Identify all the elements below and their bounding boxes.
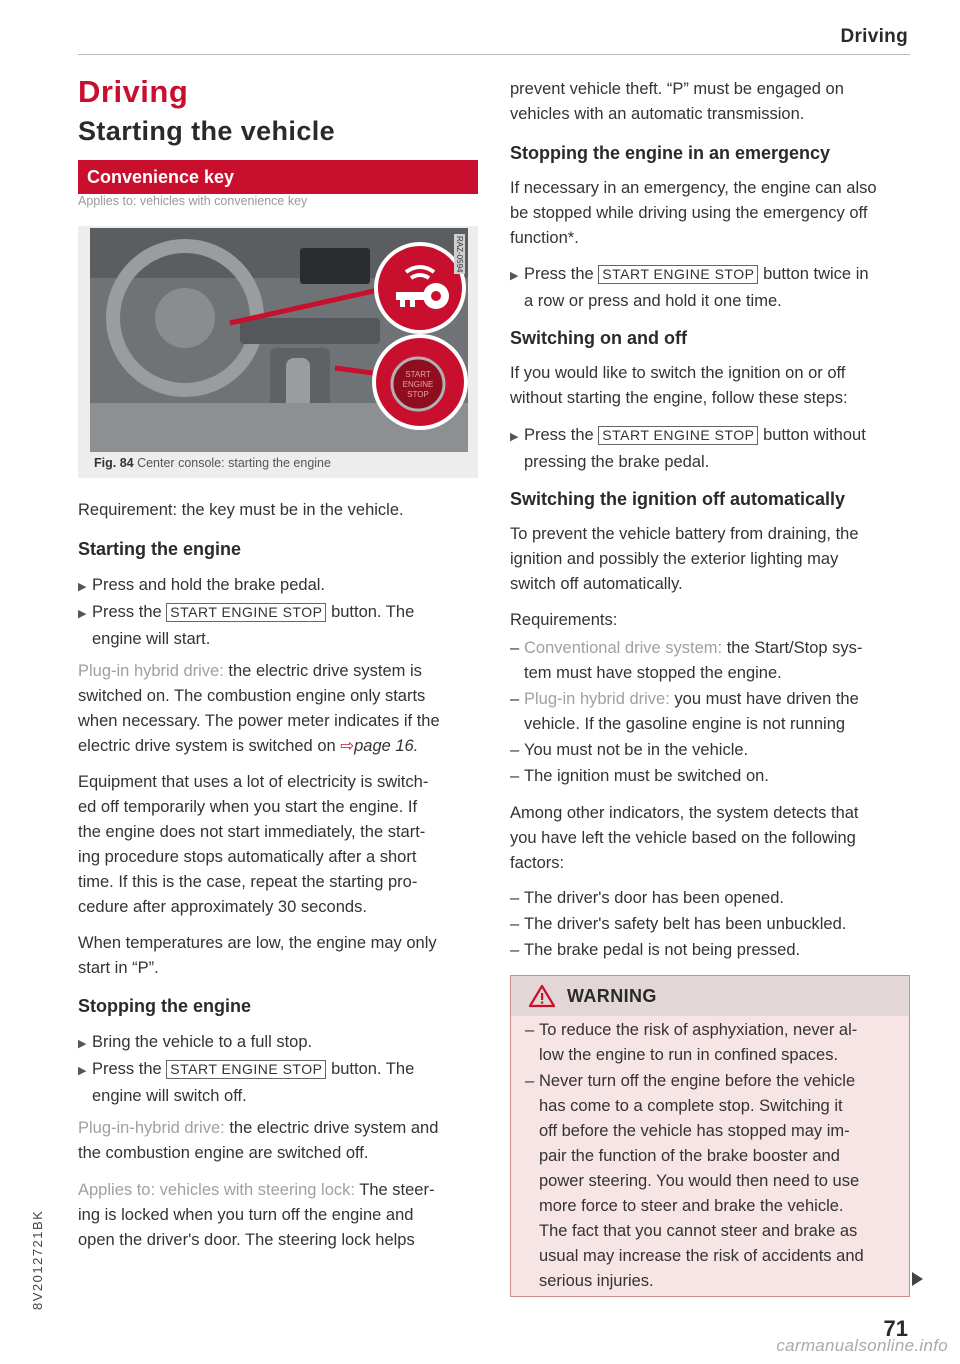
start-button-line2: ENGINE bbox=[402, 380, 434, 389]
header-rule bbox=[78, 54, 910, 55]
switching-on-off-step: ▶ Press the START ENGINE STOP button without pressing the brake pedal. bbox=[510, 426, 866, 471]
warning-header bbox=[511, 976, 909, 1016]
list-item: – The brake pedal is not being pressed. bbox=[510, 941, 801, 959]
list-item: – To reduce the risk of asphyxiation, never al- low the engine to run in confined spaces. bbox=[525, 1021, 858, 1064]
switching-on-off-heading: Switching on and off bbox=[510, 328, 687, 348]
auto-off-paragraph: To prevent the vehicle battery from draining, the ignition and possibly the exterior lighting may switch off automatically. bbox=[510, 525, 859, 593]
steering-lock-paragraph: Applies to: vehicles with steering lock: The steer- ing is locked when you turn off the engine and open the driver's door. The steering lock helps bbox=[78, 1181, 435, 1249]
step-marker-icon: ▶ bbox=[78, 581, 87, 593]
watermark: carmanualsonline.info bbox=[776, 1336, 948, 1355]
starting-steps bbox=[78, 573, 478, 652]
page-ref-link[interactable]: page 16. bbox=[354, 737, 419, 755]
warning-box bbox=[510, 975, 910, 1297]
list-item: ▶ Press and hold the brake pedal. bbox=[78, 573, 478, 600]
figure-84 bbox=[78, 226, 478, 478]
section-title: Starting the vehicle bbox=[78, 116, 336, 146]
center-console-photo bbox=[90, 228, 468, 452]
requirements-label: Requirements: bbox=[510, 611, 618, 629]
list-item: – The driver's safety belt has been unbuckled. bbox=[510, 915, 847, 933]
running-head: Driving bbox=[840, 26, 908, 47]
chapter-title: Driving bbox=[78, 74, 189, 109]
list-item: – Plug-in hybrid drive: you must have driven the vehicle. If the gasoline engine is not running bbox=[510, 690, 859, 733]
list-item: ▶ Bring the vehicle to a full stop. bbox=[78, 1030, 478, 1057]
plugin-hybrid-stop-paragraph: Plug-in-hybrid drive: the electric drive system and the combustion engine are switched off. bbox=[78, 1119, 439, 1162]
switching-on-off-paragraph: If you would like to switch the ignition on or off without starting the engine, follow these steps: bbox=[510, 364, 848, 407]
applies-note: Applies to: vehicles with convenience key bbox=[78, 194, 308, 208]
auto-off-heading: Switching the ignition off automatically bbox=[510, 489, 846, 509]
warning-title: WARNING bbox=[567, 986, 657, 1006]
console-illustration bbox=[90, 228, 468, 452]
page-number: 71 bbox=[883, 1316, 908, 1341]
warning-triangle-icon bbox=[529, 984, 555, 1008]
requirements-list bbox=[510, 636, 910, 789]
document-code: 8V2012721BK bbox=[30, 1209, 45, 1310]
continuation-paragraph: prevent vehicle theft. “P” must be engaged on vehicles with an automatic transmission. bbox=[510, 80, 844, 123]
plugin-hybrid-paragraph: Plug-in hybrid drive: the electric drive system is switched on. The combustion engine only starts when necessary. The power meter indicates if the electric drive system is switched on ⇨page 16. bbox=[78, 662, 440, 755]
emergency-paragraph: If necessary in an emergency, the engine can also be stopped while driving using the emergency off function*. bbox=[510, 179, 877, 247]
list-item: – The ignition must be switched on. bbox=[510, 767, 769, 785]
step-marker-icon: ▶ bbox=[78, 1065, 87, 1077]
start-button-line1: START bbox=[405, 370, 431, 379]
list-item: ▶ Press the START ENGINE STOP button. The engine will switch off. bbox=[78, 1060, 415, 1105]
stopping-engine-heading: Stopping the engine bbox=[78, 996, 251, 1016]
step-marker-icon: ▶ bbox=[510, 431, 519, 443]
figure-caption bbox=[94, 456, 331, 470]
emergency-heading: Stopping the engine in an emergency bbox=[510, 143, 831, 163]
temperature-paragraph: When temperatures are low, the engine may only start in “P”. bbox=[78, 934, 437, 977]
step-marker-icon: ▶ bbox=[78, 1038, 87, 1050]
start-engine-stop-button-label: START ENGINE STOP bbox=[598, 426, 758, 445]
requirement-text: Requirement: the key must be in the vehicle. bbox=[78, 501, 404, 519]
equipment-paragraph: Equipment that uses a lot of electricity is switch- ed off temporarily when you start the engine. If the engine does not start immediately, the start- ing procedure stops automatically after a short time. If this is the case, repeat the starting pro- cedure after approximately 30 seconds. bbox=[78, 773, 429, 916]
warning-list bbox=[525, 1018, 897, 1294]
start-engine-stop-button-label: START ENGINE STOP bbox=[166, 1060, 326, 1079]
convenience-key-bar: Convenience key bbox=[78, 160, 478, 194]
start-engine-stop-button-label: START ENGINE STOP bbox=[598, 265, 758, 284]
starting-engine-heading: Starting the engine bbox=[78, 539, 242, 559]
list-item: – The driver's door has been opened. bbox=[510, 889, 784, 907]
list-item: – Conventional drive system: the Start/Stop sys- tem must have stopped the engine. bbox=[510, 639, 863, 682]
list-item: – Never turn off the engine before the vehicle has come to a complete stop. Switching it off before the vehicle has stopped may im- pair the function of the brake booster and power steering. You would then need to use more force to steer and brake the vehicle. The fact that you cannot steer and brake as usual may increase the risk of accidents and serious injuries. bbox=[525, 1072, 864, 1290]
key-highlight bbox=[378, 246, 462, 330]
step-marker-icon: ▶ bbox=[510, 270, 519, 282]
continue-arrow-icon bbox=[912, 1272, 923, 1286]
factors-list bbox=[510, 886, 910, 963]
figure-label: Fig. 84 bbox=[94, 456, 134, 470]
page-ref-arrow-icon[interactable]: ⇨ bbox=[340, 737, 355, 755]
among-paragraph: Among other indicators, the system detects that you have left the vehicle based on the following factors: bbox=[510, 804, 859, 872]
start-engine-stop-button-label: START ENGINE STOP bbox=[166, 603, 326, 622]
figure-caption-text: Center console: starting the engine bbox=[137, 456, 331, 470]
figure-code: RAZ-0594 bbox=[455, 236, 464, 273]
start-button-line3: STOP bbox=[407, 390, 429, 399]
list-item: ▶ Press the START ENGINE STOP button. The engine will start. bbox=[78, 603, 415, 648]
stopping-steps bbox=[78, 1030, 478, 1109]
step-marker-icon: ▶ bbox=[78, 608, 87, 620]
emergency-step: ▶ Press the START ENGINE STOP button twice in a row or press and hold it one time. bbox=[510, 265, 869, 310]
list-item: – You must not be in the vehicle. bbox=[510, 741, 749, 759]
